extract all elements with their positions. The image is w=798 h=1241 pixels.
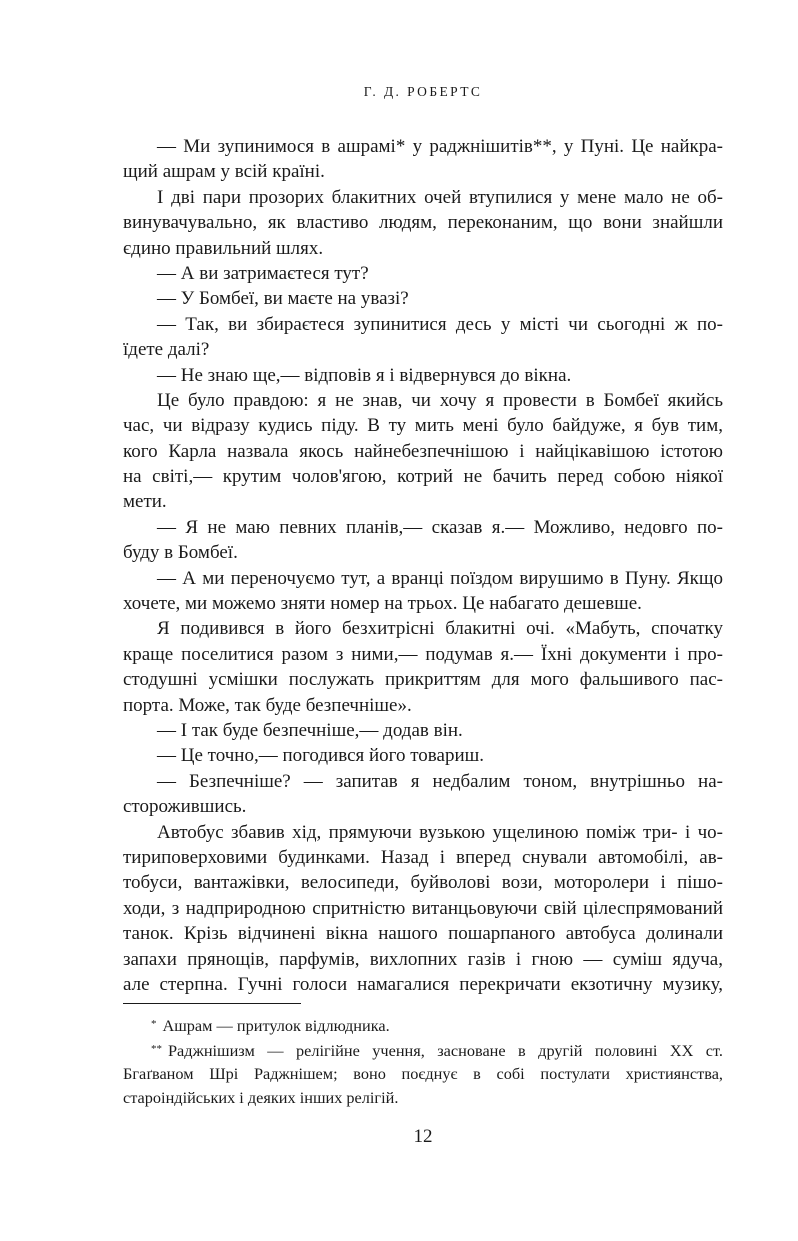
footnote-text: Раджнішизм — релігійне учення, засноване в другій половині ХХ ст. (168, 1040, 723, 1060)
text-line: — Не знаю ще,— відповів я і відвернувся до вікна. (157, 364, 572, 386)
body-text (123, 134, 723, 997)
text-line: кого Карла назвала якось найнебезпечнішою і найцікавішою істотою (123, 440, 723, 462)
text-line: І дві пари прозорих блакитних очей втупилися у мене мало не об- (157, 186, 723, 208)
text-line: винувачувально, як властиво людям, переконаним, що вони знайшли (123, 212, 723, 234)
text-line: тириповерховими будинками. Назад і вперед снували автомобілі, ав- (123, 846, 723, 868)
text-line: — А ми переночуємо тут, а вранці поїздом вирушимо в Пуну. Якщо (157, 567, 723, 589)
page-number: 12 (413, 1126, 433, 1147)
footnotes (123, 1012, 723, 1111)
text-line: стодушні усмішки послужать прикриттям для мого фальшивого пас- (123, 669, 723, 691)
text-line: — І так буде безпечніше,— додав він. (157, 719, 463, 741)
text-line: — Це точно,— погодився його товариш. (157, 745, 484, 767)
book-page (123, 0, 723, 1241)
text-line: — Так, ви збираєтеся зупинитися десь у місті чи сьогодні ж по- (157, 313, 723, 335)
footnote-line (123, 1012, 723, 1037)
text-line: Це було правдою: я не знав, чи хочу я провести в Бомбеї якийсь (157, 389, 723, 411)
text-line: буду в Бомбеї. (123, 542, 238, 564)
text-line: мети. (123, 491, 167, 513)
footnote-mark: ** (151, 1042, 162, 1055)
footnote-rule (123, 1003, 301, 1004)
text-line: їдете далі? (123, 339, 210, 361)
text-line: — У Бомбеї, ви маєте на увазі? (157, 288, 409, 310)
footnote-line (123, 1086, 723, 1111)
footnote-line (123, 1037, 723, 1062)
text-line: час, чи відразу кудись піду. В ту мить мені було байдуже, я був тим, (123, 415, 723, 437)
footnote-text: Ашрам — притулок відлюдника. (162, 1016, 390, 1035)
text-line: танок. Крізь відчинені вікна нашого пошарпаного автобуса долинали (123, 923, 723, 945)
text-line: щий ашрам у всій країні. (123, 161, 325, 183)
text-line: Автобус збавив хід, прямуючи вузькою ущелиною поміж три- і чо- (157, 821, 723, 843)
text-line: — Безпечніше? — запитав я недбалим тоном, внутрішньо на- (157, 770, 723, 792)
footnote-text: Бгаґваном Шрі Раджнішем; воно поєднує в собі постулати християнства, (123, 1063, 723, 1083)
footnote-mark: * (151, 1018, 157, 1030)
text-line: хочете, ми можемо зняти номер на трьох. Це набагато дешевше. (123, 593, 642, 615)
text-line: — Ми зупинимося в ашрамі* у раджнішитів**, у Пуні. Це найкра- (157, 136, 723, 157)
text-line: порта. Може, так буде безпечніше». (123, 694, 412, 716)
text-line: але стерпна. Гучні голоси намагалися перекричати екзотичну музику, (123, 973, 723, 995)
text-line: — Я не маю певних планів,— сказав я.— Можливо, недовго по- (157, 516, 723, 538)
text-line: ходи, з надприродною спритністю витанцьовуючи свій цілеспрямований (123, 897, 723, 919)
text-line: тобуси, вантажівки, велосипеди, буйволові вози, моторолери і пішо- (123, 872, 723, 894)
text-line: запахи прянощів, парфумів, вихлопних газів і гною — суміш ядуча, (123, 948, 723, 970)
footnote-text: староіндійських і деяких інших релігій. (123, 1088, 399, 1108)
text-line: сторожившись. (123, 796, 247, 818)
text-line: Я подивився в його безхитрісні блакитні очі. «Мабуть, спочатку (157, 618, 723, 640)
text-line: на світі,— крутим чолов'ягою, котрий не бачить перед собою ніякої (123, 466, 723, 488)
text-line: краще поселитися разом з ними,— подумав я.— Їхні документи і про- (123, 643, 723, 665)
running-head: Г. Д. РОБЕРТС (363, 84, 483, 99)
text-line: — А ви затримаєтеся тут? (157, 262, 369, 284)
text-line: єдино правильний шлях. (123, 237, 324, 259)
footnote-line (123, 1062, 723, 1087)
